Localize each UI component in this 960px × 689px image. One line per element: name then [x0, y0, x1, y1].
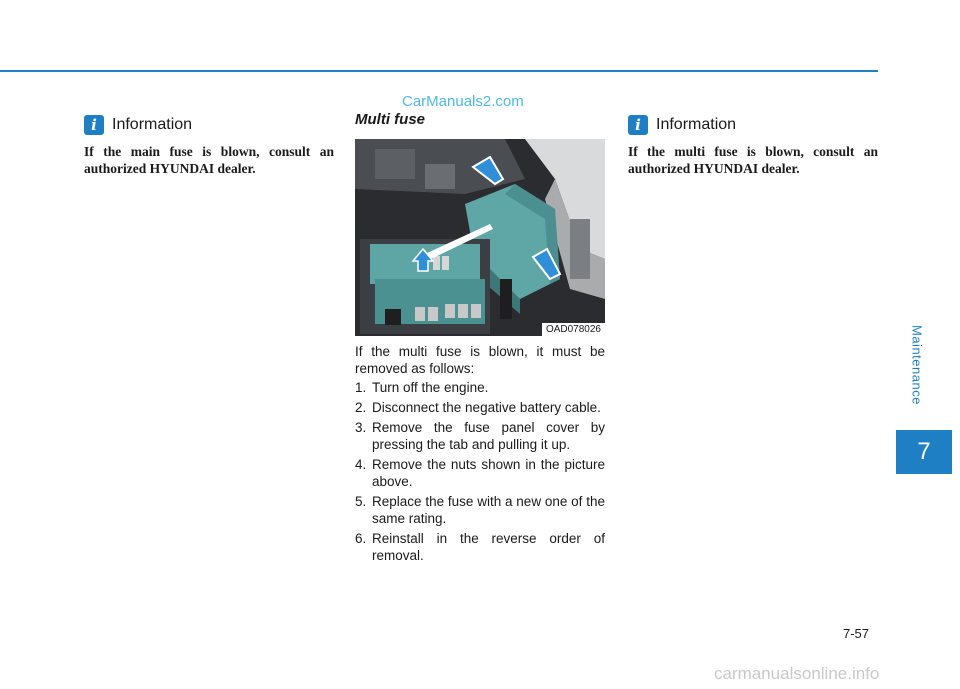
list-item	[355, 419, 605, 453]
list-item	[355, 399, 605, 416]
list-item	[355, 530, 605, 564]
header-rule	[0, 70, 878, 72]
step-number: 3.	[355, 420, 367, 435]
step-number: 1.	[355, 380, 367, 395]
step-text: Turn off the engine.	[372, 380, 489, 395]
chapter-side-label: Maintenance	[909, 325, 925, 405]
right-info-title: Information	[656, 116, 737, 133]
step-text: Remove the fuse panel cover by pressing the tab and pulling it up.	[372, 420, 605, 452]
step-text: Reinstall in the reverse order of removal.	[372, 531, 605, 563]
page-number: 7-57	[843, 626, 870, 641]
steps-list	[355, 379, 605, 567]
fuse-box-illustration	[355, 139, 605, 336]
watermark-bottom[interactable]: carmanualsonline.info	[714, 664, 880, 683]
step-number: 5.	[355, 494, 367, 509]
right-info-text: If the multi fuse is blown, consult an authorized HYUNDAI dealer.	[628, 144, 878, 176]
info-icon: i	[628, 115, 648, 135]
step-number: 2.	[355, 400, 367, 415]
figure-code: OAD078026	[542, 323, 605, 336]
step-text: Remove the nuts shown in the picture above.	[372, 457, 605, 489]
list-item	[355, 379, 605, 396]
list-item	[355, 493, 605, 527]
step-number: 4.	[355, 457, 367, 472]
engine-bay-figure	[355, 139, 605, 336]
section-intro: If the multi fuse is blown, it must be removed as follows:	[355, 344, 605, 376]
chapter-number-tab: 7	[896, 430, 952, 474]
step-text: Replace the fuse with a new one of the same rating.	[372, 494, 605, 526]
right-info-header	[628, 115, 736, 135]
left-info-text: If the main fuse is blown, consult an authorized HYUNDAI dealer.	[84, 144, 334, 176]
step-number: 6.	[355, 531, 367, 546]
watermark-top[interactable]: CarManuals2.com	[402, 93, 524, 110]
step-text: Disconnect the negative battery cable.	[372, 400, 601, 415]
section-title: Multi fuse	[355, 111, 425, 128]
left-info-title: Information	[112, 116, 193, 133]
list-item	[355, 456, 605, 490]
info-icon: i	[84, 115, 104, 135]
left-info-header	[84, 115, 192, 135]
